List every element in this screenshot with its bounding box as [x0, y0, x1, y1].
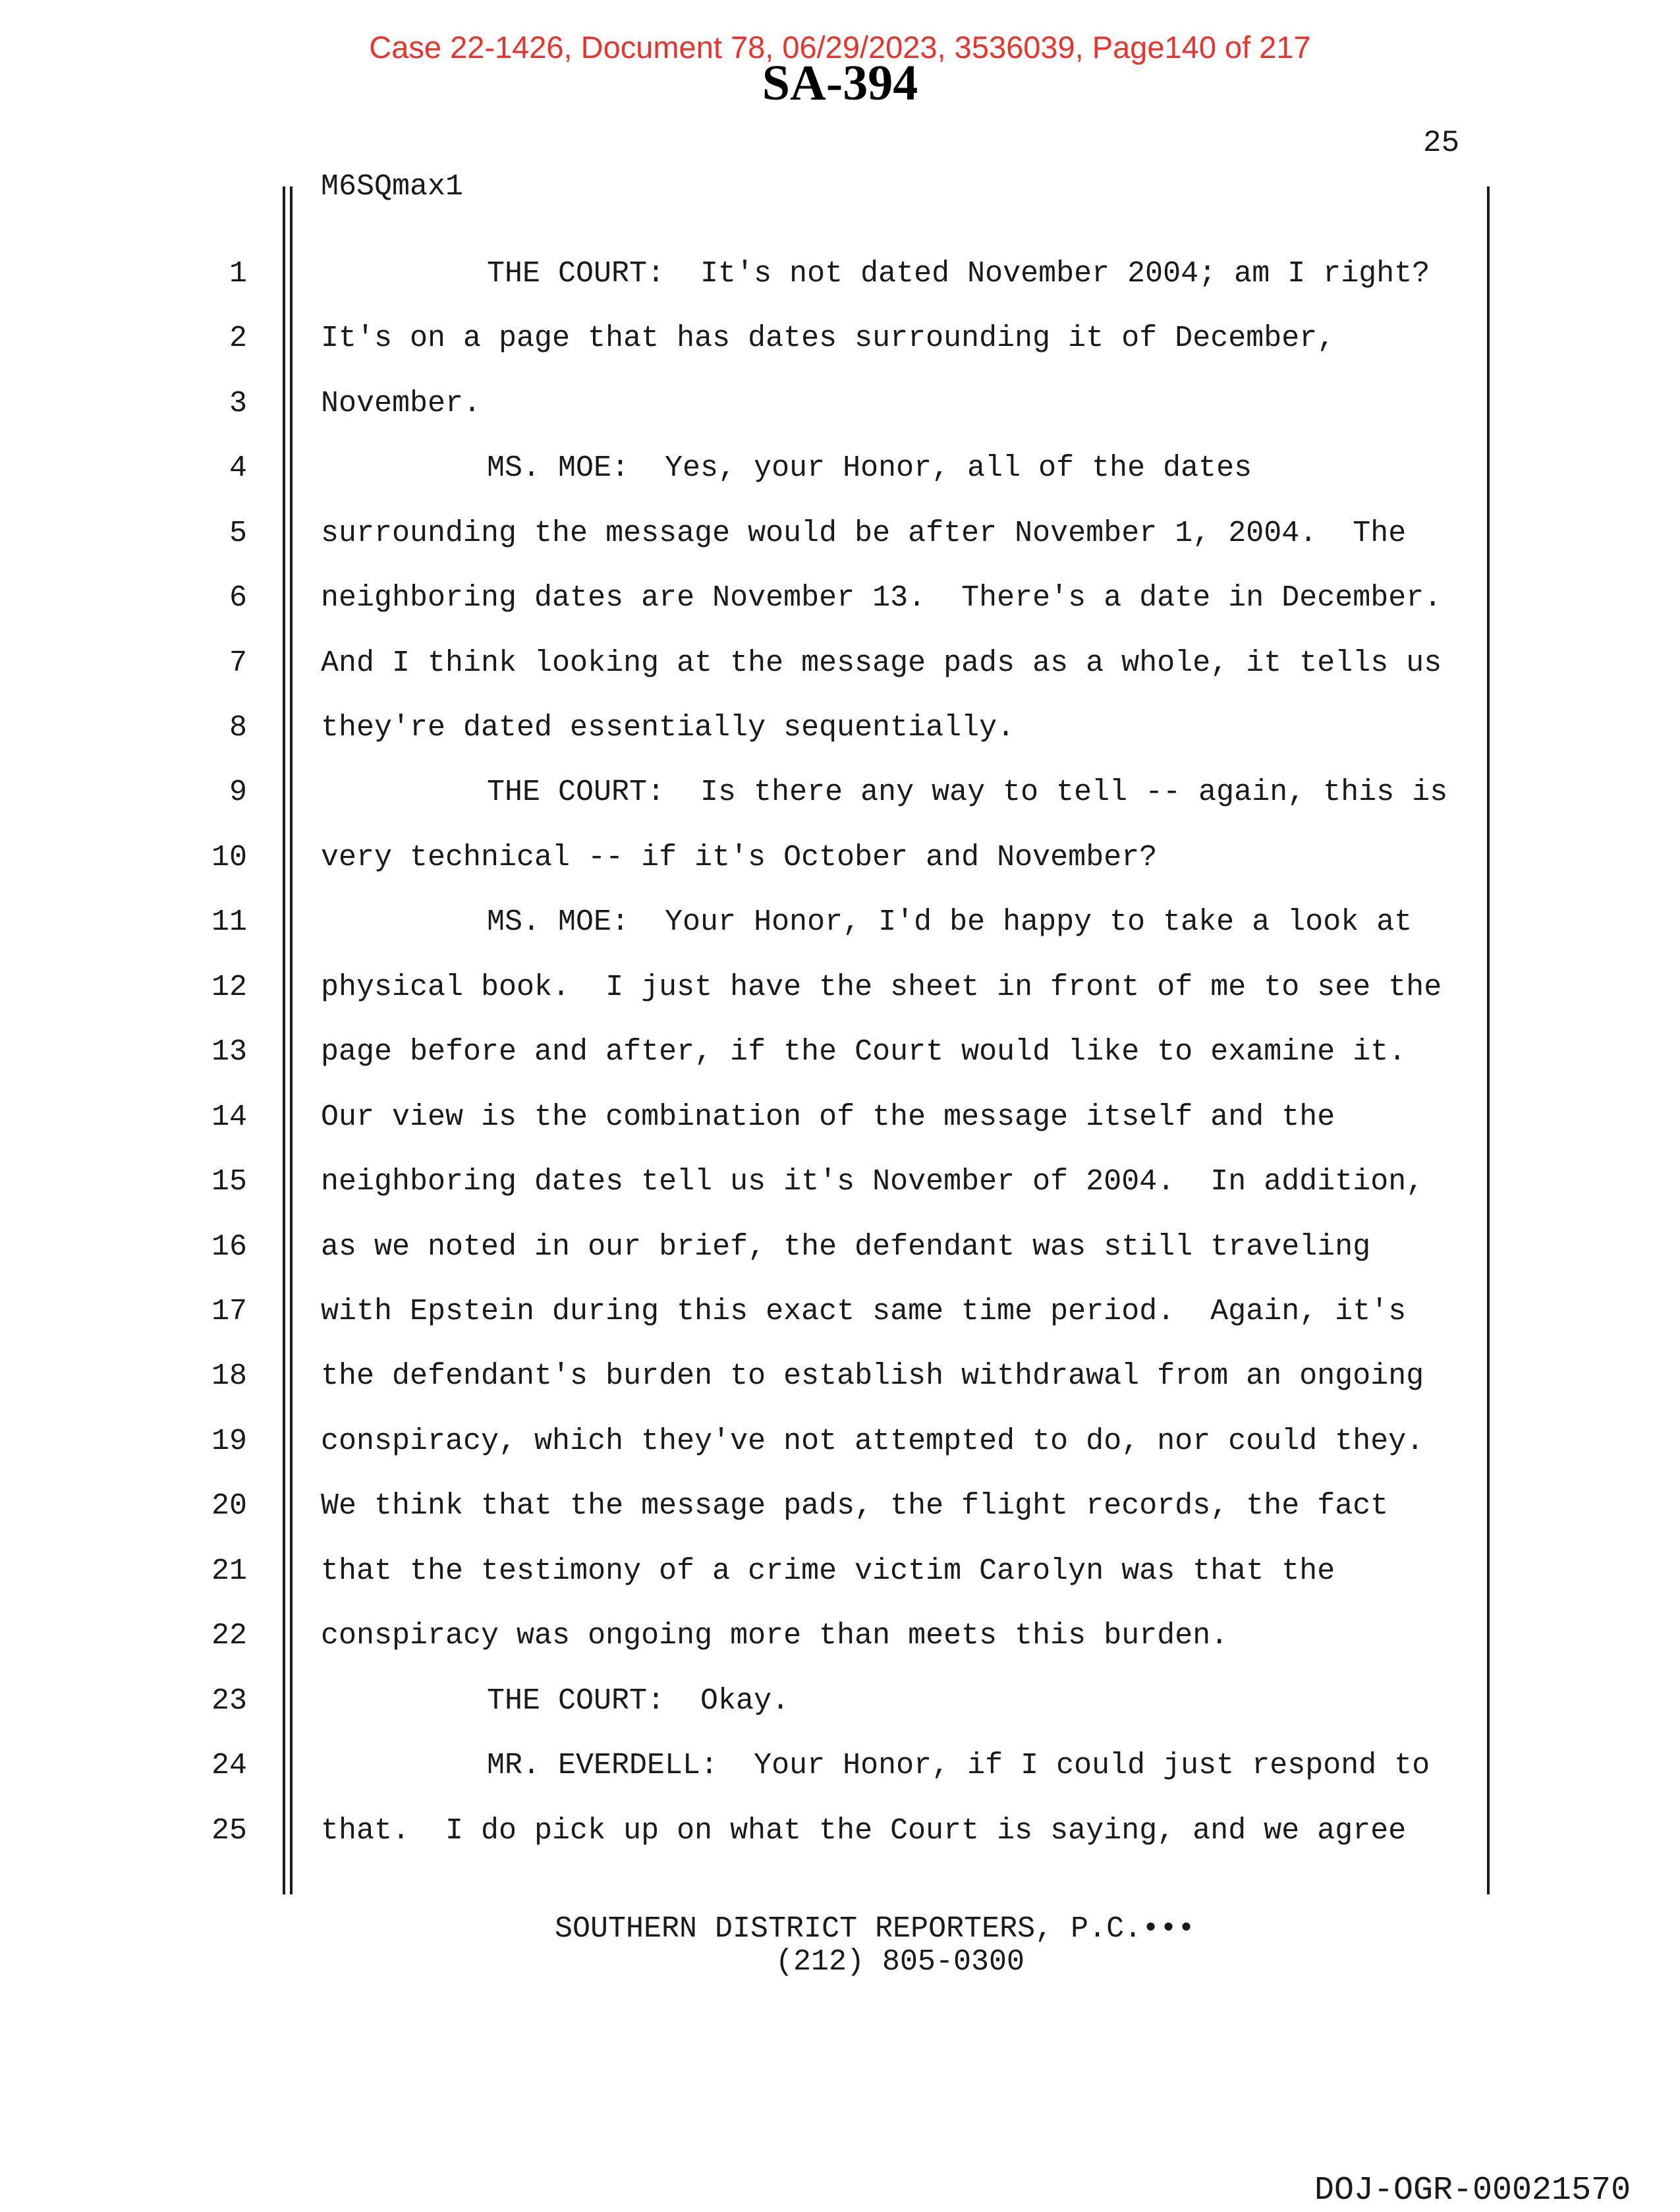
transcript-line	[0, 242, 1680, 307]
line-number: 22	[211, 1619, 247, 1653]
line-number: 17	[211, 1295, 247, 1328]
transcript-line	[0, 826, 1680, 891]
transcript-line	[0, 436, 1680, 501]
transcript-line-text: November.	[321, 386, 482, 420]
line-number: 19	[211, 1424, 247, 1458]
transcript-line	[0, 1669, 1680, 1734]
transcript-line-text: that. I do pick up on what the Court is saying, and we agree	[321, 1813, 1407, 1848]
transcript-line	[0, 1409, 1680, 1475]
transcript-line	[0, 1150, 1680, 1215]
line-number: 10	[211, 840, 247, 874]
transcript-line-text: page before and after, if the Court would like to examine it.	[321, 1035, 1407, 1069]
transcript-line	[0, 1020, 1680, 1085]
transcript-line-text: surrounding the message would be after November 1, 2004. The	[321, 516, 1407, 550]
transcript-line	[0, 1604, 1680, 1669]
transcript-line	[0, 890, 1680, 955]
transcript-line-text: as we noted in our brief, the defendant was still traveling	[321, 1230, 1371, 1264]
transcript-line-text: that the testimony of a crime victim Carolyn was that the	[321, 1554, 1335, 1588]
line-number: 3	[229, 386, 247, 420]
transcript-line-text: THE COURT: It's not dated November 2004; am I right?	[487, 256, 1430, 291]
transcript-line-text: neighboring dates are November 13. There's a date in December.	[321, 581, 1442, 615]
transcript-line	[0, 566, 1680, 631]
line-number: 15	[211, 1165, 247, 1199]
line-number: 14	[211, 1100, 247, 1134]
line-number: 21	[211, 1554, 247, 1588]
transcript-line-text: MR. EVERDELL: Your Honor, if I could just respond to	[487, 1749, 1430, 1783]
transcript-id: M6SQmax1	[321, 170, 464, 204]
transcript-line-text: It's on a page that has dates surrounding it of December,	[321, 322, 1335, 356]
line-number: 5	[229, 516, 247, 550]
case-stamp: Case 22-1426, Document 78, 06/29/2023, 3536039, Page140 of 217	[369, 30, 1311, 65]
line-number: 2	[229, 322, 247, 356]
transcript-line	[0, 1280, 1680, 1345]
line-number: 11	[211, 905, 247, 940]
transcript-line	[0, 955, 1680, 1021]
line-number: 9	[229, 776, 247, 810]
line-number: 24	[211, 1749, 247, 1783]
reporter-phone: (212) 805-0300	[775, 1945, 1025, 1979]
line-number: 25	[211, 1813, 247, 1848]
line-number: 18	[211, 1359, 247, 1394]
transcript-line-text: We think that the message pads, the flight records, the fact	[321, 1489, 1389, 1523]
transcript-line-text: MS. MOE: Your Honor, I'd be happy to take a look at	[487, 905, 1413, 940]
transcript-line	[0, 1734, 1680, 1799]
bates-number: DOJ-OGR-00021570	[1314, 2172, 1631, 2209]
reporter-name: SOUTHERN DISTRICT REPORTERS, P.C.•••	[555, 1912, 1196, 1946]
page-number: 25	[1423, 126, 1460, 160]
transcript-line-text: MS. MOE: Yes, your Honor, all of the dates	[487, 451, 1252, 486]
transcript-line	[0, 1085, 1680, 1150]
line-number: 12	[211, 970, 247, 1004]
line-number: 20	[211, 1489, 247, 1523]
line-number: 8	[229, 710, 247, 745]
transcript-line-text: conspiracy, which they've not attempted to do, nor could they.	[321, 1424, 1424, 1458]
transcript-line-text: physical book. I just have the sheet in front of me to see the	[321, 970, 1442, 1004]
transcript-line-text: with Epstein during this exact same time period. Again, it's	[321, 1295, 1407, 1328]
line-number: 23	[211, 1684, 247, 1718]
transcript-line-text: neighboring dates tell us it's November of 2004. In addition,	[321, 1165, 1424, 1199]
transcript-line	[0, 696, 1680, 761]
line-number: 7	[229, 646, 247, 680]
transcript-line-text: Our view is the combination of the message itself and the	[321, 1100, 1335, 1134]
transcript-line	[0, 1539, 1680, 1604]
transcript-line	[0, 372, 1680, 437]
transcript-line-text: And I think looking at the message pads as a whole, it tells us	[321, 646, 1442, 680]
transcript-line-text: the defendant's burden to establish withdrawal from an ongoing	[321, 1359, 1424, 1394]
transcript-line	[0, 631, 1680, 696]
line-number: 13	[211, 1035, 247, 1069]
transcript-line-text: they're dated essentially sequentially.	[321, 710, 1015, 745]
transcript-line-text: THE COURT: Okay.	[487, 1684, 790, 1718]
transcript-line	[0, 306, 1680, 372]
transcript-line	[0, 1344, 1680, 1409]
line-number: 6	[229, 581, 247, 615]
line-number: 16	[211, 1230, 247, 1264]
transcript-line	[0, 501, 1680, 567]
exhibit-label: SA-394	[762, 55, 918, 111]
transcript-line	[0, 1799, 1680, 1864]
transcript-line-text: very technical -- if it's October and November?	[321, 840, 1158, 874]
line-number: 1	[229, 256, 247, 291]
transcript-line	[0, 760, 1680, 826]
transcript-line	[0, 1474, 1680, 1539]
line-number: 4	[229, 451, 247, 486]
transcript-line	[0, 1215, 1680, 1280]
transcript-line-text: conspiracy was ongoing more than meets this burden.	[321, 1619, 1229, 1653]
transcript-line-text: THE COURT: Is there any way to tell -- again, this is	[487, 776, 1448, 810]
